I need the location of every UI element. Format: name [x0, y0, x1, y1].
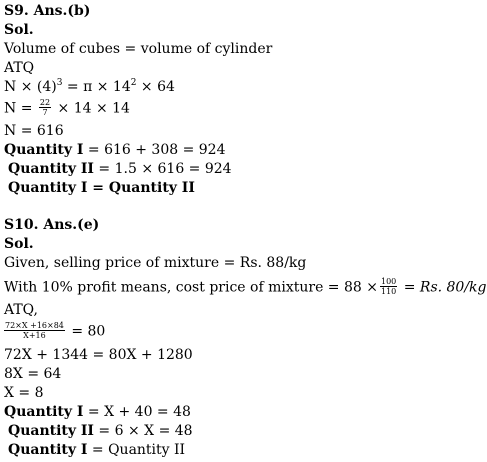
s10-quantity-1	[4, 403, 191, 421]
s9-q1-label: Quantity I	[4, 142, 84, 158]
s9-line-1: Volume of cubes = volume of cylinder	[4, 41, 273, 57]
s9-line-2: ATQ	[4, 60, 35, 76]
s9-l4-b: × 14 × 14	[53, 100, 130, 117]
s10-line-6: 8X = 64	[4, 366, 62, 382]
s10-l2-b: = Rs. 80/kg	[399, 279, 487, 296]
s10-line-7: X = 8	[4, 385, 44, 401]
s9-l4-den: 7	[42, 108, 48, 117]
s9-line-5: N = 616	[4, 123, 64, 139]
s9-line-4	[4, 99, 130, 118]
s10-q3-rest: = Quantity II	[87, 442, 186, 458]
s9-q2-label: Quantity II	[8, 161, 94, 177]
s9-quantity-1	[4, 141, 226, 159]
s10-quantity-2	[8, 422, 193, 440]
s10-q1-label: Quantity I	[4, 404, 84, 420]
s10-l4-den: X+16	[23, 331, 46, 340]
s9-l3-exp: 3	[56, 78, 63, 88]
s10-line-5: 72X + 1344 = 80X + 1280	[4, 347, 193, 363]
s9-l3-exp2: 2	[130, 78, 137, 88]
s9-l4-a: N =	[4, 100, 37, 117]
s10-q2-label: Quantity II	[8, 423, 94, 439]
s9-sol: Sol.	[4, 22, 34, 38]
s10-line-3: ATQ,	[4, 302, 38, 318]
s10-q2-rest: = 6 × X = 48	[93, 423, 193, 439]
s9-l4-num: 22	[39, 98, 51, 107]
s10-l2-fraction	[380, 277, 397, 296]
s9-heading: S9. Ans.(b)	[4, 3, 91, 19]
s9-l4-fraction	[39, 98, 51, 117]
s10-sol: Sol.	[4, 236, 34, 252]
s9-q1-rest: = 616 + 308 = 924	[83, 142, 226, 158]
s9-l3-a: N × (4)	[4, 79, 57, 95]
s10-q3-label: Quantity I	[8, 442, 88, 458]
s10-l4-fraction	[4, 321, 65, 340]
s9-result: Quantity I = Quantity II	[8, 180, 195, 196]
s9-quantity-2	[8, 160, 232, 178]
s10-quantity-3	[8, 441, 185, 459]
s10-line-1: Given, selling price of mixture = Rs. 88/kg	[4, 255, 307, 271]
s9-line-3	[4, 78, 175, 98]
s10-q1-rest: = X + 40 = 48	[83, 404, 191, 420]
s10-l4-num: 72×X +16×84	[5, 321, 64, 330]
s10-l2-den: 110	[380, 287, 397, 296]
s10-heading: S10. Ans.(e)	[4, 217, 100, 233]
s9-q2-rest: = 1.5 × 616 = 924	[93, 161, 232, 177]
s10-l2-a: With 10% profit means, cost price of mixture = 88 ×	[4, 279, 378, 296]
s10-line-2	[4, 278, 487, 297]
s10-line-4	[4, 322, 105, 341]
s10-l4-b: = 80	[66, 323, 106, 340]
s10-l2-num: 100	[380, 277, 397, 286]
s9-l3-c: × 64	[136, 79, 175, 95]
s9-l3-b: = π × 14	[62, 79, 131, 95]
